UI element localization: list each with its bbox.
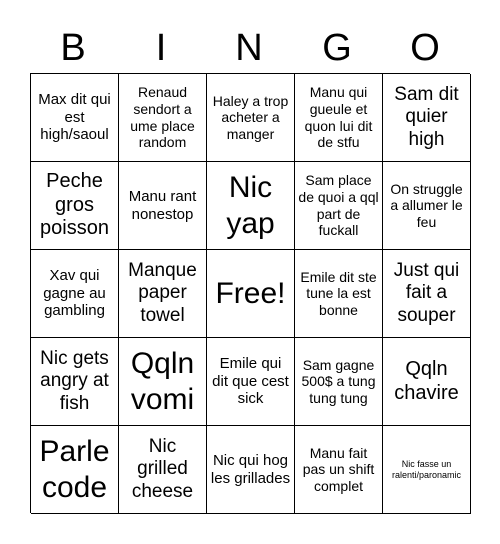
bingo-cell[interactable]: Xav qui gagne au gambling bbox=[31, 250, 119, 338]
bingo-cell[interactable]: Nic gets angry at fish bbox=[31, 338, 119, 426]
header-letter-o: O bbox=[410, 27, 442, 69]
bingo-grid bbox=[30, 73, 470, 513]
bingo-cell[interactable]: Parle code bbox=[31, 426, 119, 514]
bingo-cell[interactable]: Peche gros poisson bbox=[31, 162, 119, 250]
header-letter-b: B bbox=[60, 27, 88, 69]
bingo-cell-free-space[interactable]: Free! bbox=[207, 250, 295, 338]
bingo-cell[interactable]: Qqln chavire bbox=[383, 338, 471, 426]
bingo-cell[interactable]: Nic qui hog les grillades bbox=[207, 426, 295, 514]
header-letter-g: G bbox=[322, 27, 354, 69]
bingo-cell[interactable]: Nic yap bbox=[207, 162, 295, 250]
bingo-header bbox=[30, 22, 470, 74]
bingo-cell[interactable]: Emile dit ste tune la est bonne bbox=[295, 250, 383, 338]
bingo-cell[interactable]: Manu qui gueule et quon lui dit de stfu bbox=[295, 74, 383, 162]
bingo-cell[interactable]: Sam dit quier high bbox=[383, 74, 471, 162]
bingo-cell[interactable]: Manu rant nonestop bbox=[119, 162, 207, 250]
bingo-cell[interactable]: Haley a trop acheter a manger bbox=[207, 74, 295, 162]
bingo-cell[interactable]: Sam gagne 500$ a tung tung tung bbox=[295, 338, 383, 426]
header-letter-i: I bbox=[155, 27, 169, 69]
bingo-cell[interactable]: Sam place de quoi a qql part de fuckall bbox=[295, 162, 383, 250]
bingo-cell[interactable]: Manu fait pas un shift complet bbox=[295, 426, 383, 514]
header-letter-n: N bbox=[235, 27, 265, 69]
bingo-cell[interactable]: Nic grilled cheese bbox=[119, 426, 207, 514]
bingo-cell[interactable]: On struggle a allumer le feu bbox=[383, 162, 471, 250]
bingo-cell[interactable]: Renaud sendort a ume place random bbox=[119, 74, 207, 162]
bingo-cell[interactable]: Just qui fait a souper bbox=[383, 250, 471, 338]
bingo-cell[interactable]: Max dit qui est high/saoul bbox=[31, 74, 119, 162]
bingo-cell[interactable]: Emile qui dit que cest sick bbox=[207, 338, 295, 426]
bingo-cell[interactable]: Manque paper towel bbox=[119, 250, 207, 338]
bingo-cell[interactable]: Qqln vomi bbox=[119, 338, 207, 426]
bingo-cell[interactable]: Nic fasse un ralenti/paronamic bbox=[383, 426, 471, 514]
